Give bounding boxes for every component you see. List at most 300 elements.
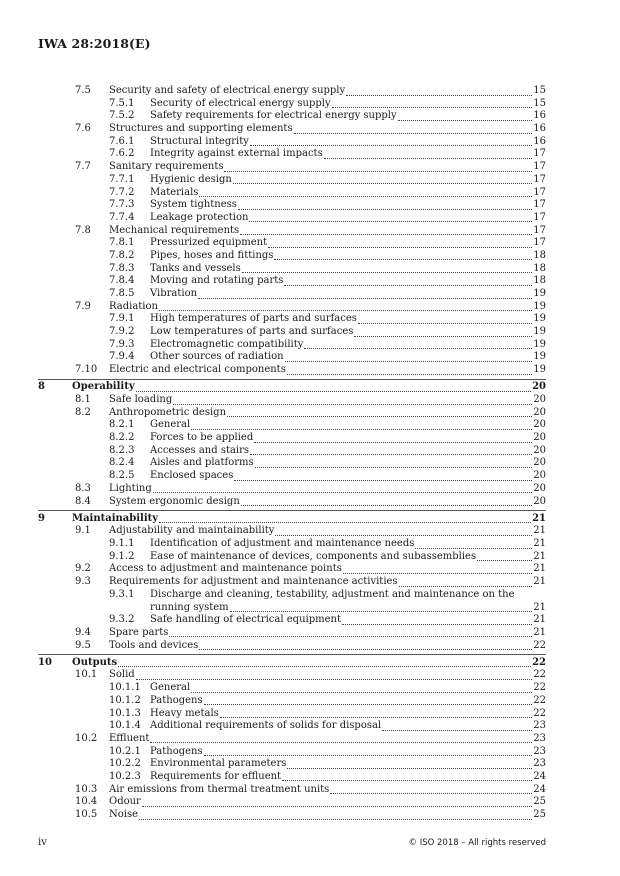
- dot-leader: [282, 771, 532, 782]
- toc-entry-body: [109, 669, 546, 682]
- toc-entry[interactable]: [38, 784, 546, 797]
- toc-entry-title: Leakage protection: [150, 211, 249, 223]
- toc-entry[interactable]: [38, 733, 546, 746]
- toc-entry[interactable]: [38, 123, 546, 136]
- dot-leader: [324, 148, 533, 159]
- toc-entry[interactable]: [38, 525, 546, 538]
- toc-entry[interactable]: [38, 407, 546, 420]
- toc-entry-number: 9: [38, 512, 45, 524]
- dot-leader: [159, 301, 532, 312]
- toc-entry-body: [150, 614, 546, 627]
- toc-entry-title: High temperatures of parts and surfaces: [150, 313, 357, 325]
- toc-entry-body: [150, 174, 546, 187]
- toc-entry[interactable]: [38, 364, 546, 377]
- toc-entry-number: 9.1.1: [109, 538, 135, 550]
- toc-entry-body: [72, 657, 546, 670]
- toc-entry-page: 20: [533, 394, 546, 405]
- toc-entry[interactable]: [38, 589, 546, 602]
- toc-entry-number: 7.8: [75, 224, 91, 236]
- toc-entry-page: 24: [533, 770, 546, 782]
- toc-entry-title: Anthropometric design: [109, 406, 227, 418]
- toc-entry[interactable]: [38, 576, 546, 589]
- dot-leader: [159, 513, 531, 524]
- toc-entry-page: 17: [533, 173, 546, 185]
- toc-entry-title: Pathogens: [150, 694, 203, 706]
- toc-entry[interactable]: [38, 250, 546, 263]
- dot-leader: [198, 288, 532, 299]
- toc-entry-page: 22: [533, 707, 546, 719]
- dot-leader: [118, 657, 531, 668]
- toc-entry-body: [109, 483, 546, 496]
- toc-entry-page: 16: [533, 123, 546, 135]
- dot-leader: [136, 669, 533, 680]
- toc-entry-body: [150, 199, 546, 212]
- toc-entry[interactable]: [38, 301, 546, 314]
- toc-entry-title: Identification of adjustment and maintenance needs: [150, 538, 415, 550]
- toc-entry-title: System tightness: [150, 199, 237, 211]
- dot-leader: [204, 746, 533, 757]
- toc-entry-body: [150, 250, 546, 263]
- toc-entry-title: Effluent: [109, 732, 150, 744]
- toc-entry-body: [150, 237, 546, 250]
- toc-entry-page: 19: [533, 313, 546, 325]
- toc-entry-page: 22: [532, 656, 546, 668]
- toc-entry-number: 7.5.1: [109, 97, 135, 109]
- toc-entry-body: [150, 720, 546, 733]
- toc-entry-body: [109, 640, 546, 653]
- toc-entry[interactable]: [38, 110, 546, 123]
- toc-entry[interactable]: [38, 627, 546, 640]
- dot-leader: [250, 136, 532, 147]
- toc-entry-title: Adjustability and maintainability: [109, 525, 275, 537]
- toc-entry-body: [109, 123, 546, 136]
- toc-entry-number: 7.10: [75, 364, 98, 376]
- toc-entry-number: 7.7.2: [109, 186, 135, 198]
- toc-entry-title: Additional requirements of solids for disposal: [150, 720, 382, 732]
- toc-entry-title: Odour: [109, 796, 141, 808]
- toc-entry-page: 16: [533, 135, 546, 147]
- dot-leader: [287, 758, 532, 769]
- toc-entry-number: 8.2: [75, 406, 91, 418]
- dot-leader: [142, 796, 532, 807]
- toc-entry-page: 23: [533, 745, 546, 757]
- toc-entry-body: [150, 98, 546, 111]
- toc-entry[interactable]: [38, 275, 546, 288]
- toc-entry-page: 24: [533, 783, 546, 795]
- dot-leader: [382, 720, 532, 731]
- toc-entry-page: 20: [533, 482, 546, 494]
- dot-leader: [233, 174, 532, 185]
- dot-leader: [227, 407, 532, 418]
- toc-entry-title: Heavy metals: [150, 707, 219, 719]
- toc-entry[interactable]: [38, 538, 546, 551]
- dot-leader: [230, 602, 533, 613]
- toc-entry-body: [109, 525, 546, 538]
- toc-entry[interactable]: [38, 758, 546, 771]
- toc-entry-number: 7.6: [75, 123, 91, 135]
- toc-entry-body: [109, 563, 546, 576]
- toc-entry-number: 7.6.1: [109, 135, 135, 147]
- chapter-separator-line: [38, 654, 546, 655]
- toc-entry-number: 8: [38, 381, 45, 393]
- toc-entry-number: 7.5.2: [109, 110, 135, 122]
- toc-entry-body: [150, 771, 546, 784]
- toc-entry-page: 20: [533, 432, 546, 444]
- toc-entry-title: Pathogens: [150, 745, 203, 757]
- dot-leader: [275, 525, 532, 536]
- toc-entry-page: 21: [532, 512, 546, 524]
- dot-leader: [358, 313, 532, 324]
- toc-entry-number: 7.9.4: [109, 351, 135, 363]
- toc-entry-title: Spare parts: [109, 626, 169, 638]
- toc-entry-body: [150, 470, 546, 483]
- toc-chapter-entry[interactable]: [38, 657, 546, 670]
- toc-entry-page: 21: [533, 614, 546, 626]
- chapter-separator-line: [38, 510, 546, 511]
- toc-entry-number: 7.9.3: [109, 338, 135, 350]
- toc-entry-number: 10.2: [75, 732, 98, 744]
- toc-entry-page: 17: [533, 237, 546, 249]
- toc-entry[interactable]: [38, 602, 546, 615]
- toc-entry-page: 18: [533, 249, 546, 261]
- toc-entry-body: [109, 627, 546, 640]
- toc-entry[interactable]: [38, 199, 546, 212]
- dot-leader: [254, 432, 532, 443]
- toc-entry-body: [72, 513, 546, 526]
- toc-entry-title: Integrity against external impacts: [150, 148, 323, 160]
- toc-entry[interactable]: [38, 288, 546, 301]
- toc-entry-page: 21: [533, 576, 546, 588]
- toc-entry[interactable]: [38, 187, 546, 200]
- toc-entry-number: 7.8.2: [109, 249, 135, 261]
- toc-entry-body: [109, 733, 546, 746]
- dot-leader: [169, 627, 532, 638]
- toc-chapter-entry[interactable]: [38, 381, 546, 394]
- toc-entry[interactable]: [38, 394, 546, 407]
- toc-entry-page: 21: [533, 601, 546, 613]
- toc-entry-page: 20: [532, 381, 546, 393]
- toc-entry[interactable]: [38, 225, 546, 238]
- toc-entry-page: 20: [533, 419, 546, 431]
- toc-entry-title: Operability: [72, 381, 135, 393]
- toc-entry-title: General: [150, 682, 191, 694]
- toc-entry-title: Structures and supporting elements: [109, 123, 293, 135]
- toc-entry-number: 7.7: [75, 161, 91, 173]
- dot-leader: [284, 275, 532, 286]
- toc-entry-body: [72, 381, 546, 394]
- toc-entry[interactable]: [38, 432, 546, 445]
- toc-entry-page: 23: [533, 720, 546, 732]
- dot-leader: [287, 364, 532, 375]
- dot-leader: [153, 483, 533, 494]
- toc-entry-page: 20: [533, 470, 546, 482]
- dot-leader: [249, 212, 532, 223]
- toc-entry-title: Accesses and stairs: [150, 444, 250, 456]
- toc-entry-title: Aisles and platforms: [150, 457, 254, 469]
- toc-entry-body: [150, 538, 546, 551]
- toc-entry-title: Electromagnetic compatibility: [150, 338, 304, 350]
- toc-entry-page: 22: [533, 639, 546, 651]
- toc-entry-page: 18: [533, 262, 546, 274]
- toc-entry-body: [109, 85, 546, 98]
- toc-entry-page: 19: [533, 351, 546, 363]
- toc-entry-page: 21: [533, 538, 546, 550]
- toc-entry-page: 23: [533, 732, 546, 744]
- toc-entry-page: 23: [533, 758, 546, 770]
- toc-entry-page: 16: [533, 110, 546, 122]
- toc-entry-title: Pipes, hoses and fittings: [150, 249, 274, 261]
- toc-entry-number: 10.2.2: [109, 758, 141, 770]
- toc-entry-title: Materials: [150, 186, 199, 198]
- dot-leader: [268, 237, 532, 248]
- dot-leader: [398, 110, 533, 121]
- toc-entry-number: 8.1: [75, 394, 91, 405]
- toc-entry-body: [150, 275, 546, 288]
- toc-entry-title: Low temperatures of parts and surfaces: [150, 326, 354, 338]
- toc-entry-number: 8.2.5: [109, 470, 135, 482]
- toc-entry[interactable]: [38, 263, 546, 276]
- toc-entry-title: Lighting: [109, 482, 152, 494]
- toc-entry[interactable]: [38, 174, 546, 187]
- toc-entry[interactable]: [38, 809, 546, 822]
- toc-entry-body: [150, 602, 546, 615]
- toc-entry-body: [109, 407, 546, 420]
- dot-leader: [274, 250, 532, 261]
- copyright-notice: © ISO 2018 – All rights reserved: [408, 838, 546, 848]
- toc-entry-page: 17: [533, 224, 546, 236]
- toc-entry[interactable]: [38, 339, 546, 352]
- toc-chapter-entry[interactable]: [38, 513, 546, 526]
- toc-entry[interactable]: [38, 746, 546, 759]
- dot-leader: [346, 85, 532, 96]
- toc-entry-title: Requirements for effluent: [150, 770, 282, 782]
- toc-entry-number: 7.8.5: [109, 288, 135, 299]
- toc-entry-page: 19: [533, 338, 546, 350]
- toc-entry-title: Maintainability: [72, 512, 159, 524]
- toc-entry[interactable]: [38, 351, 546, 364]
- toc-entry-number: 8.3: [75, 482, 91, 494]
- toc-entry-page: 19: [533, 364, 546, 376]
- toc-entry-number: 10.1.1: [109, 682, 141, 694]
- toc-entry-title: Forces to be applied: [150, 432, 254, 444]
- toc-entry[interactable]: [38, 496, 546, 509]
- toc-entry-number: 9.4: [75, 626, 91, 638]
- dot-leader: [304, 339, 532, 350]
- toc-entry-number: 10.1.4: [109, 720, 141, 732]
- dot-leader: [199, 640, 532, 651]
- toc-entry-body: [150, 326, 546, 339]
- toc-entry-body: [150, 419, 546, 432]
- toc-entry-body: [150, 708, 546, 721]
- chapter-separator-line: [38, 379, 546, 380]
- toc-entry-body: [109, 364, 546, 377]
- dot-leader: [199, 187, 532, 198]
- dot-leader: [330, 784, 532, 795]
- toc-entry-title: Enclosed spaces: [150, 470, 234, 482]
- toc-entry-number: 7.7.4: [109, 211, 135, 223]
- toc-entry-page: 25: [533, 809, 546, 820]
- toc-entry-page: 22: [533, 682, 546, 694]
- toc-entry-title: Noise: [109, 809, 139, 820]
- toc-entry-body: [150, 758, 546, 771]
- toc-entry-number: 7.8.3: [109, 262, 135, 274]
- toc-entry-number: 10.3: [75, 783, 98, 795]
- toc-entry-page: 19: [533, 288, 546, 299]
- toc-entry-title: Radiation: [109, 300, 158, 312]
- toc-entry[interactable]: [38, 161, 546, 174]
- dot-leader: [150, 733, 532, 744]
- toc-entry-body: [150, 589, 546, 602]
- toc-entry[interactable]: [38, 237, 546, 250]
- toc-entry-number: 8.2.3: [109, 444, 135, 456]
- toc-entry-number: 9.2: [75, 563, 91, 575]
- toc-entry-page: 25: [533, 796, 546, 808]
- toc-entry-number: 8.2.1: [109, 419, 135, 431]
- toc-entry-page: 21: [533, 563, 546, 575]
- toc-entry-body: [150, 187, 546, 200]
- toc-entry[interactable]: [38, 682, 546, 695]
- toc-entry[interactable]: [38, 212, 546, 225]
- dot-leader: [240, 225, 532, 236]
- toc-entry-page: 17: [533, 186, 546, 198]
- toc-entry[interactable]: [38, 771, 546, 784]
- toc-entry-body: [150, 432, 546, 445]
- dot-leader: [241, 496, 533, 507]
- toc-entry-title: Safe loading: [109, 394, 173, 405]
- toc-entry[interactable]: [38, 614, 546, 627]
- toc-entry[interactable]: [38, 563, 546, 576]
- dot-leader: [139, 809, 532, 820]
- toc-entry-page: 22: [533, 669, 546, 681]
- toc-entry-number: 10.1: [75, 669, 98, 681]
- toc-entry[interactable]: [38, 313, 546, 326]
- toc-entry-page: 17: [533, 211, 546, 223]
- toc-entry-title: Hygienic design: [150, 173, 232, 185]
- toc-entry-number: 10.5: [75, 809, 98, 820]
- toc-entry-title: Air emissions from thermal treatment units: [109, 783, 330, 795]
- toc-entry-title: Security of electrical energy supply: [150, 97, 331, 109]
- toc-entry-page: 22: [533, 694, 546, 706]
- toc-entry-number: 10.2.1: [109, 745, 141, 757]
- toc-entry-title: Access to adjustment and maintenance points: [109, 563, 342, 575]
- toc-entry-body: [150, 263, 546, 276]
- toc-entry-title: Discharge and cleaning, testability, adjustment and maintenance on the: [150, 588, 515, 600]
- toc-entry-page: 19: [533, 326, 546, 338]
- toc-entry-body: [150, 445, 546, 458]
- toc-entry-number: 7.9: [75, 300, 91, 312]
- toc-entry-number: 10.2.3: [109, 770, 141, 782]
- toc-entry-body: [150, 339, 546, 352]
- toc-entry-page: 21: [533, 626, 546, 638]
- toc-entry-page: 21: [533, 550, 546, 562]
- dot-leader: [136, 381, 531, 392]
- toc-entry-page: 17: [533, 148, 546, 160]
- toc-entry-title: Tools and devices: [109, 639, 199, 651]
- dot-leader: [220, 708, 532, 719]
- toc-entry-page: 17: [533, 161, 546, 173]
- toc-entry-page: 20: [533, 406, 546, 418]
- toc-entry[interactable]: [38, 148, 546, 161]
- toc-entry[interactable]: [38, 483, 546, 496]
- toc-entry-number: 7.7.1: [109, 173, 135, 185]
- toc-entry[interactable]: [38, 457, 546, 470]
- dot-leader: [238, 199, 532, 210]
- toc-entry[interactable]: [38, 796, 546, 809]
- toc-entry[interactable]: [38, 445, 546, 458]
- dot-leader: [477, 551, 532, 562]
- toc-entry-number: 10.4: [75, 796, 98, 808]
- toc-entry-body: [109, 796, 546, 809]
- page-number: iv: [38, 837, 47, 848]
- toc-entry[interactable]: [38, 708, 546, 721]
- toc-entry-body: [150, 682, 546, 695]
- toc-entry-number: 10.1.3: [109, 707, 141, 719]
- toc-entry[interactable]: [38, 695, 546, 708]
- toc-entry[interactable]: [38, 470, 546, 483]
- toc-entry-body: [150, 313, 546, 326]
- toc-entry-number: 7.9.2: [109, 326, 135, 338]
- toc-entry-body: [150, 288, 546, 301]
- toc-entry[interactable]: [38, 326, 546, 339]
- toc-entry-title: Pressurized equipment: [150, 237, 268, 249]
- dot-leader: [342, 614, 532, 625]
- toc-entry[interactable]: [38, 419, 546, 432]
- toc-entry[interactable]: [38, 136, 546, 149]
- toc-entry-number: 7.6.2: [109, 148, 135, 160]
- toc-entry-title: Outputs: [72, 656, 118, 668]
- toc-entry-title: Safe handling of electrical equipment: [150, 614, 341, 626]
- toc-entry[interactable]: [38, 640, 546, 653]
- toc-entry-title: Safety requirements for electrical energy supply: [150, 110, 397, 122]
- toc-entry[interactable]: [38, 551, 546, 564]
- toc-entry[interactable]: [38, 669, 546, 682]
- toc-entry-body: [109, 496, 546, 509]
- dot-leader: [332, 98, 533, 109]
- toc-entry-title: Solid: [109, 669, 135, 681]
- dot-leader: [285, 351, 533, 362]
- toc-entry-number: 8.2.2: [109, 432, 135, 444]
- toc-entry-body: [150, 351, 546, 364]
- dot-leader: [191, 419, 532, 430]
- toc-entry-page: 18: [533, 275, 546, 287]
- toc-entry[interactable]: [38, 98, 546, 111]
- toc-entry-number: 8.4: [75, 495, 91, 507]
- toc-entry-number: 9.3.1: [109, 588, 135, 600]
- toc-entry-number: 7.8.4: [109, 275, 135, 287]
- toc-entry[interactable]: [38, 720, 546, 733]
- toc-entry-body: [150, 110, 546, 123]
- toc-entry-body: [109, 225, 546, 238]
- toc-entry-number: 7.8.1: [109, 237, 135, 249]
- toc-entry-body: [109, 809, 546, 822]
- toc-entry-number: 9.5: [75, 639, 91, 651]
- toc-entry-body: [150, 148, 546, 161]
- toc-entry-body: [109, 394, 546, 407]
- toc-entry-number: 9.1.2: [109, 550, 135, 562]
- toc-entry-number: 8.2.4: [109, 457, 135, 469]
- toc-entry-body: [109, 576, 546, 589]
- dot-leader: [415, 538, 532, 549]
- toc-entry-title: Moving and rotating parts: [150, 275, 284, 287]
- toc-entry-number: 10.1.2: [109, 694, 141, 706]
- toc-entry-title: Requirements for adjustment and maintenance activities: [109, 576, 398, 588]
- toc-entry[interactable]: [38, 85, 546, 98]
- dot-leader: [354, 326, 532, 337]
- document-id-header: IWA 28:2018(E): [38, 36, 151, 51]
- dot-leader: [242, 263, 533, 274]
- toc-entry-title: Vibration: [150, 288, 198, 299]
- dot-leader: [343, 563, 532, 574]
